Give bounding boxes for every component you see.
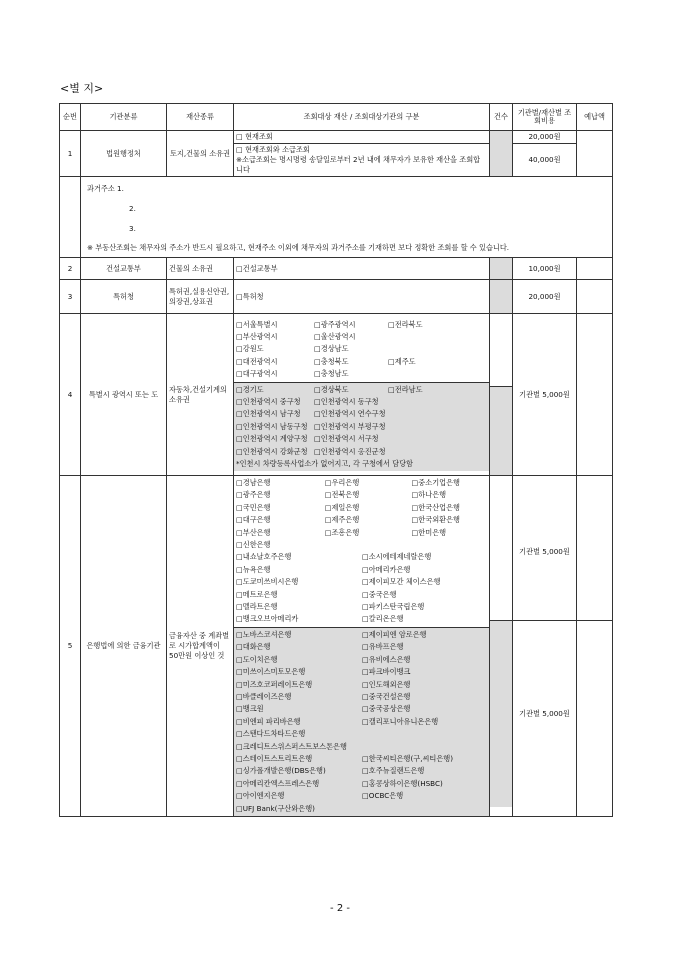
fee-cell: 20,000원	[513, 131, 577, 144]
table-row	[60, 476, 613, 817]
header-count: 건수	[490, 104, 513, 131]
checkbox-row	[236, 589, 487, 601]
checkbox-item[interactable]: □충청북도	[314, 356, 349, 366]
checkbox-item[interactable]	[234, 144, 490, 177]
checkbox-item[interactable]: □강원도	[236, 344, 264, 354]
item-label: □ 현재조회와 소급조회	[236, 145, 310, 154]
checkbox-row	[236, 551, 487, 563]
row-number: 1	[60, 131, 81, 177]
region-list-white	[234, 318, 489, 382]
checkbox-item[interactable]: □대전광역시	[236, 356, 278, 366]
checkbox-item[interactable]: □한국씨티은행(구,씨티은행)	[362, 753, 454, 763]
checkbox-item[interactable]: □인천광역시 강화군청	[236, 446, 308, 456]
checkbox-item[interactable]: □한국산업은행	[411, 502, 460, 512]
count-cell[interactable]	[490, 131, 513, 177]
checkbox-row	[236, 641, 487, 653]
checkbox-item	[388, 446, 478, 458]
row-number: 5	[60, 476, 81, 817]
checkbox-item[interactable]: □UFJ Bank(구산와은행)	[236, 803, 315, 813]
checkbox-row	[236, 576, 487, 588]
page-label: <별 지>	[60, 82, 104, 95]
checkbox-item[interactable]: □멜라트은행	[236, 602, 278, 612]
checkbox-item[interactable]: □아이엔지은행	[236, 791, 285, 801]
checkbox-item[interactable]: □싱가폴개발은행(DBS은행)	[236, 766, 326, 776]
header-deposit: 예납액	[577, 104, 613, 131]
checkbox-item[interactable]: □국민은행	[236, 502, 271, 512]
checkbox-item[interactable]: □제일은행	[324, 502, 360, 512]
bank-list-white	[234, 476, 489, 627]
checkbox-item[interactable]: □스탠다드차타드은행	[236, 729, 306, 739]
bank-list-grey	[234, 627, 489, 816]
region-list-grey	[234, 382, 489, 472]
checkbox-item[interactable]: □내쇼날호주은행	[236, 552, 292, 562]
checkbox-item[interactable]: □메트로은행	[236, 589, 278, 599]
table-row	[60, 258, 613, 280]
count-cell[interactable]	[490, 258, 513, 280]
checkbox-item[interactable]: □제주도	[388, 356, 416, 366]
checkbox-item[interactable]: □서울특별시	[236, 319, 278, 329]
checkbox-row	[236, 629, 487, 641]
checkbox-row	[236, 790, 487, 802]
checkbox-item[interactable]: □경상북도	[314, 384, 349, 394]
checkbox-row	[236, 741, 487, 753]
checkbox-item[interactable]: □대구은행	[236, 515, 271, 525]
checkbox-item[interactable]: □아메리카은행	[362, 564, 411, 574]
region-note: *인천시 차량등록사업소가 없어지고, 각 구청에서 담당함	[236, 459, 413, 469]
deposit-cell[interactable]	[577, 476, 613, 817]
checkbox-item[interactable]: □한미은행	[411, 527, 447, 537]
checkbox-item[interactable]: □바클레이즈은행	[236, 691, 292, 701]
page-number: - 2 -	[330, 903, 350, 914]
checkbox-item[interactable]: □중소기업은행	[411, 478, 460, 487]
agency-cell: 법원행정처	[81, 131, 167, 177]
checkbox-row	[236, 691, 487, 703]
property-cell: 자동차,건설기계의 소유권	[167, 314, 234, 476]
fee-cell	[513, 476, 577, 817]
checkbox-item[interactable]: □경기도	[236, 384, 264, 394]
row-number-blank	[60, 177, 81, 258]
checkbox-row	[236, 778, 487, 790]
header-property: 재산종류	[167, 104, 234, 131]
checkbox-item	[388, 396, 478, 408]
header-agency: 기관분류	[81, 104, 167, 131]
checkbox-item	[388, 331, 478, 343]
checkbox-item[interactable]: □경남은행	[236, 478, 271, 487]
checkbox-row	[236, 356, 487, 368]
checkbox-item[interactable]: □건설교통부	[234, 258, 490, 280]
checkbox-row	[236, 368, 487, 380]
checkbox-row	[236, 716, 487, 728]
checkbox-item[interactable]: □인천광역시 계양구청	[236, 434, 308, 444]
checkbox-item[interactable]: □도쿄미쓰비시은행	[236, 577, 299, 587]
checkbox-item[interactable]: □중국건설은행	[362, 691, 411, 701]
checkbox-row	[236, 489, 487, 501]
checkbox-item[interactable]: □스테이트스트리트은행	[236, 753, 313, 763]
row-number: 3	[60, 280, 81, 314]
checkbox-item[interactable]: □호주뉴질랜드은행	[362, 766, 425, 776]
checkbox-item	[388, 408, 478, 420]
checkbox-item[interactable]: □홍콩상하이은행(HSBC)	[362, 778, 443, 788]
checkbox-item[interactable]: □ 현재조회	[234, 131, 490, 144]
checkbox-item[interactable]: □중국은행	[362, 589, 397, 599]
checkbox-item[interactable]: □신한은행	[236, 540, 271, 550]
checkbox-item[interactable]: □인도해외은행	[362, 679, 411, 689]
checkbox-item[interactable]: □인천광역시 연수구청	[314, 409, 386, 419]
checkbox-row	[236, 446, 487, 458]
checkbox-row	[236, 384, 487, 396]
deposit-cell[interactable]	[577, 314, 613, 476]
table-row	[60, 280, 613, 314]
checkbox-item[interactable]: □OCBC은행	[362, 791, 404, 801]
checkbox-item[interactable]: □미쓰이스미토모은행	[236, 667, 306, 677]
region-list-cell	[234, 314, 490, 476]
checkbox-item[interactable]: □아메리칸엑스프레스은행	[236, 778, 320, 788]
checkbox-item[interactable]: □파키스탄국립은행	[362, 602, 425, 612]
checkbox-item[interactable]: □광주광역시	[314, 319, 356, 329]
checkbox-item[interactable]: □인천광역시 서구청	[314, 434, 379, 444]
header-num: 순번	[60, 104, 81, 131]
checkbox-item[interactable]: □인천광역시 남구청	[236, 409, 301, 419]
checkbox-row	[236, 654, 487, 666]
checkbox-row	[236, 527, 487, 539]
checkbox-row	[236, 421, 487, 433]
agency-cell: 건설교통부	[81, 258, 167, 280]
checkbox-row	[236, 408, 487, 420]
fee-foreign-a: 기관별 5,000원	[513, 484, 576, 621]
past-address-2[interactable]: 2.	[129, 204, 136, 213]
checkbox-item[interactable]: □한국외환은행	[411, 515, 460, 525]
checkbox-row	[236, 331, 487, 343]
agency-cell: 특별시 광역시 또는 도	[81, 314, 167, 476]
agency-cell: 특허청	[81, 280, 167, 314]
checkbox-row	[236, 765, 487, 777]
checkbox-item	[388, 343, 478, 355]
checkbox-item[interactable]: □전북은행	[324, 490, 360, 500]
checkbox-row	[236, 703, 487, 715]
count-cell[interactable]	[490, 476, 513, 817]
count-cell[interactable]	[490, 314, 513, 476]
checkbox-item[interactable]: □전라남도	[388, 384, 423, 394]
checkbox-item[interactable]: □칼리온은행	[362, 614, 404, 624]
checkbox-item[interactable]: □대구광역시	[236, 369, 278, 379]
fee-cell: 10,000원	[513, 258, 577, 280]
fee-cell: 기관별 5,000원	[513, 314, 577, 476]
table-row	[60, 314, 613, 476]
checkbox-item[interactable]: □비엔피 파리바은행	[236, 716, 301, 726]
checkbox-item[interactable]: □조흥은행	[324, 527, 360, 537]
checkbox-item[interactable]: □광주은행	[236, 490, 271, 500]
past-address-3[interactable]: 3.	[129, 224, 136, 233]
checkbox-item[interactable]: □유바프은행	[362, 642, 404, 652]
checkbox-item[interactable]: □뱅크오브아메리카	[236, 614, 299, 624]
checkbox-item[interactable]: □우리은행	[324, 478, 360, 487]
property-cell: 토지,건물의 소유권	[167, 131, 234, 177]
deposit-cell[interactable]	[577, 131, 613, 177]
checkbox-item[interactable]: □인천광역시 동구청	[314, 397, 379, 406]
checkbox-row	[236, 343, 487, 355]
checkbox-row	[236, 319, 487, 331]
header-target: 조회대상 재산 / 조회대상기관의 구분	[234, 104, 490, 131]
checkbox-row	[236, 564, 487, 576]
checkbox-item[interactable]: □파크바이뱅크	[362, 667, 411, 677]
fee-cell: 40,000원	[513, 144, 577, 177]
property-cell: 금융자산 중 계좌별로 시가합계액이 50만원 이상인 것	[167, 476, 234, 817]
past-address-block	[81, 177, 613, 258]
checkbox-row	[236, 477, 487, 489]
checkbox-item	[325, 539, 412, 551]
checkbox-item[interactable]: □도이치은행	[236, 654, 278, 664]
checkbox-row	[236, 601, 487, 613]
checkbox-item[interactable]: □노바스코셔은행	[236, 629, 292, 639]
header-fee: 기관별/재산별 조회비용	[513, 104, 577, 131]
item-note: ※소급조회는 명시명령 송달일로부터 2년 내에 채무자가 보유한 재산을 조회합니다	[236, 155, 481, 174]
fee-cell: 20,000원	[513, 280, 577, 314]
checkbox-item[interactable]: □중국공상은행	[362, 704, 411, 714]
checkbox-row	[236, 803, 487, 815]
checkbox-item[interactable]: □인천광역시 중구청	[236, 397, 301, 406]
row-number: 4	[60, 314, 81, 476]
checkbox-row	[236, 753, 487, 765]
checkbox-row	[236, 502, 487, 514]
checkbox-item[interactable]: □제이피모간 체이스은행	[362, 577, 441, 587]
checkbox-item	[388, 421, 478, 433]
checkbox-row	[236, 514, 487, 526]
bank-list-cell	[234, 476, 490, 817]
header-row	[60, 104, 613, 131]
checkbox-item[interactable]: □인천광역시 남동구청	[236, 421, 308, 431]
address-note: ※ 부동산조회는 채무자의 주소가 반드시 필요하고, 현재주소 이외에 채무자의 과거주소를 기재하면 보다 정확한 조회를 할 수 있습니다.	[87, 243, 510, 252]
checkbox-item	[388, 433, 478, 445]
checkbox-item[interactable]: □하나은행	[411, 490, 447, 500]
property-cell: 특허권,실용신안권,의장권,상표권	[167, 280, 234, 314]
deposit-cell[interactable]	[577, 258, 613, 280]
property-cell: 건물의 소유권	[167, 258, 234, 280]
checkbox-item[interactable]: □부산은행	[236, 527, 271, 537]
checkbox-item[interactable]: □제이피엔 암로은행	[362, 629, 427, 639]
table-row	[60, 131, 613, 144]
agency-cell: 은행법에 의한 금융기관	[81, 476, 167, 817]
checkbox-item[interactable]: □대화은행	[236, 642, 271, 652]
checkbox-item[interactable]: □제주은행	[324, 515, 360, 525]
checkbox-item[interactable]: □유비에스은행	[362, 654, 411, 664]
checkbox-row	[236, 433, 487, 445]
checkbox-row	[236, 679, 487, 691]
checkbox-row	[236, 396, 487, 408]
count-cell[interactable]	[490, 280, 513, 314]
checkbox-row	[236, 613, 487, 625]
checkbox-item	[388, 368, 478, 380]
checkbox-item[interactable]: □인천광역시 옹진군청	[314, 446, 386, 456]
checkbox-item[interactable]: □울산광역시	[314, 331, 356, 341]
checkbox-item[interactable]: □전라북도	[388, 319, 423, 329]
deposit-cell[interactable]	[577, 280, 613, 314]
checkbox-item[interactable]: □인천광역시 부평구청	[314, 421, 386, 431]
checkbox-item[interactable]: □미즈호코퍼레이트은행	[236, 679, 313, 689]
checkbox-item[interactable]: □소시에테제네랄은행	[362, 552, 432, 562]
checkbox-item[interactable]: □경상남도	[314, 344, 349, 354]
checkbox-row	[236, 666, 487, 678]
row-number: 2	[60, 258, 81, 280]
checkbox-row	[236, 539, 487, 551]
checkbox-item[interactable]: □충청남도	[314, 369, 349, 379]
checkbox-item[interactable]: □특허청	[234, 280, 490, 314]
checkbox-item[interactable]: □캘리포니아유니온은행	[362, 716, 439, 726]
checkbox-item	[412, 539, 487, 551]
checkbox-item[interactable]: □뉴욕은행	[236, 564, 271, 574]
inquiry-table	[59, 103, 613, 817]
checkbox-item[interactable]: □부산광역시	[236, 331, 278, 341]
table-row	[60, 177, 613, 258]
fee-foreign-b: 기관별 5,000원	[519, 709, 570, 719]
checkbox-item[interactable]: □크레디트스위스퍼스트보스톤은행	[236, 741, 347, 751]
checkbox-row	[236, 728, 487, 740]
checkbox-item[interactable]: □뱅크원	[236, 704, 264, 714]
past-address-1[interactable]: 과거주소 1.	[87, 184, 124, 193]
